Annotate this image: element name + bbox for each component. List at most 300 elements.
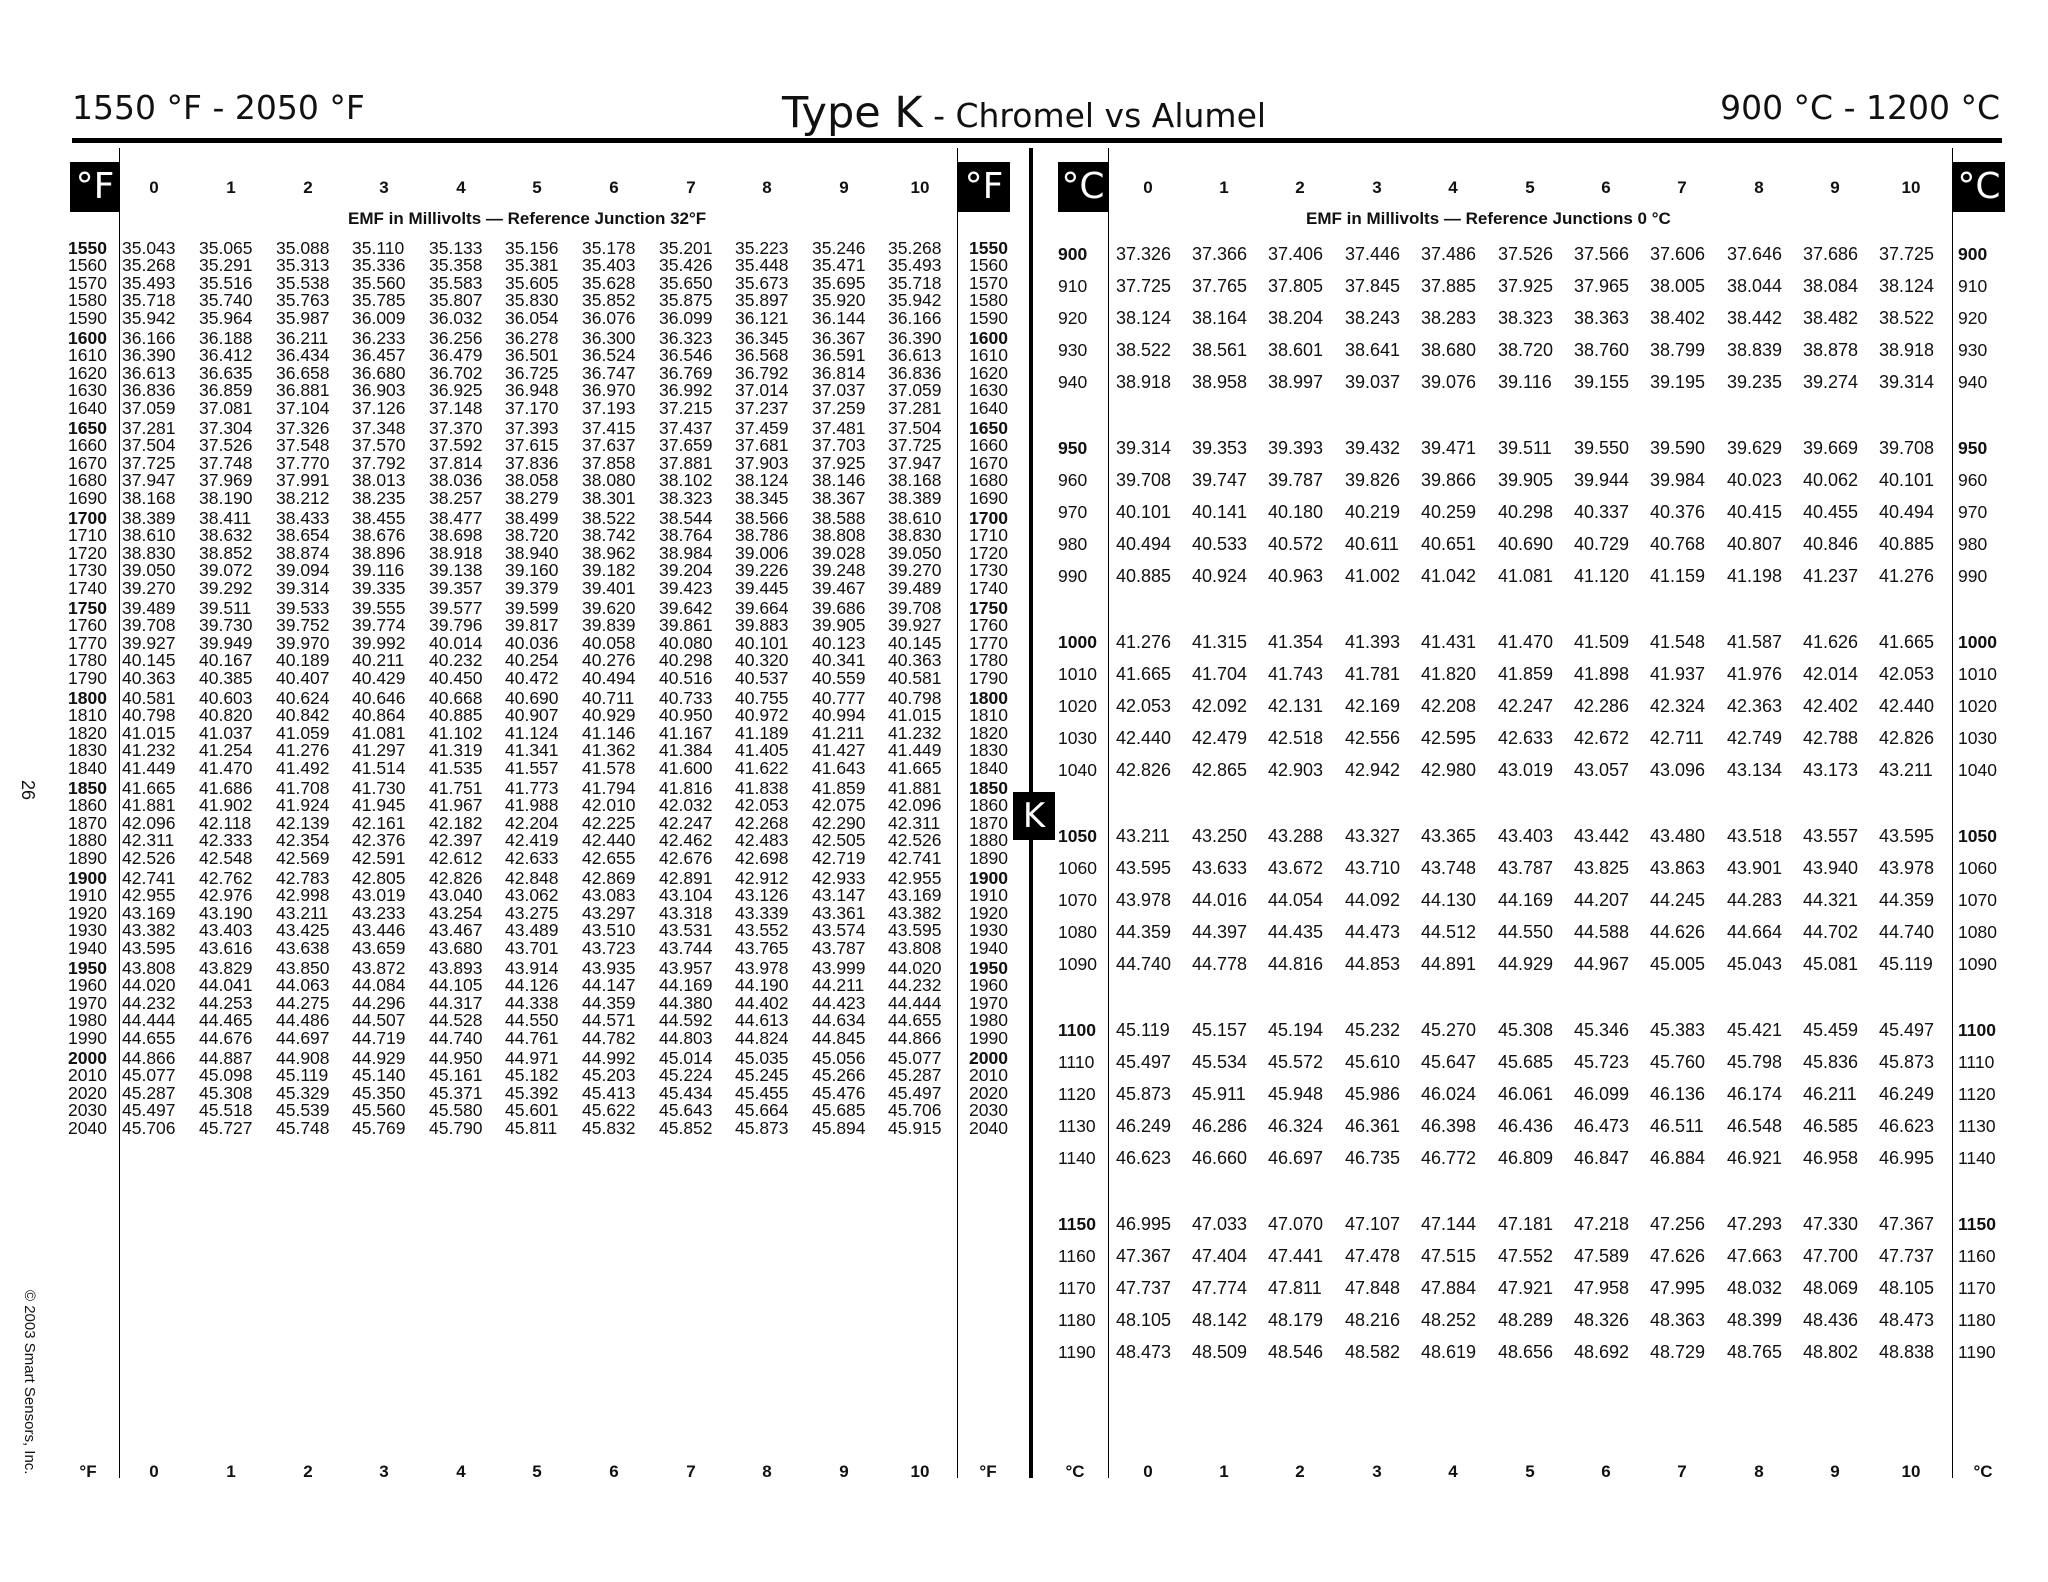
c-emf-cell: 38.482 [1803, 308, 1859, 328]
f-emf-cell: 43.275 [505, 902, 559, 923]
c-emf-cell: 41.315 [1192, 632, 1248, 652]
c-emf-cell: 40.062 [1803, 470, 1859, 490]
c-row-temp-right: 1060 [1958, 858, 1997, 878]
c-emf-cell: 45.421 [1727, 1020, 1783, 1040]
c-emf-cell: 48.399 [1727, 1310, 1783, 1330]
f-emf-cell: 35.268 [122, 255, 176, 276]
f-emf-cell: 37.148 [429, 397, 483, 418]
c-emf-cell: 41.743 [1268, 664, 1324, 684]
c-column-header: 5 [1525, 178, 1535, 197]
f-column-footer: 4 [456, 1462, 466, 1481]
f-emf-cell: 40.994 [812, 705, 866, 726]
c-emf-cell: 37.526 [1498, 244, 1554, 264]
c-row-temp-right: 930 [1958, 340, 1988, 360]
c-row-temp-right: 1110 [1958, 1052, 1995, 1072]
c-row-temp-right: 950 [1958, 438, 1988, 458]
c-emf-cell: 38.005 [1650, 276, 1706, 296]
f-column-header: 4 [456, 178, 466, 197]
f-emf-cell: 43.787 [812, 937, 866, 958]
c-emf-cell: 39.984 [1650, 470, 1706, 490]
f-emf-cell: 39.927 [888, 615, 942, 636]
c-column-header: 6 [1601, 178, 1611, 197]
c-emf-cell: 45.383 [1650, 1020, 1706, 1040]
f-row-temp-left: 1830 [68, 740, 107, 761]
f-emf-cell: 42.290 [812, 812, 866, 833]
c-emf-cell: 47.737 [1116, 1278, 1172, 1298]
f-emf-cell: 39.489 [122, 598, 176, 618]
f-row-temp-left: 1640 [68, 397, 107, 418]
c-emf-cell: 40.494 [1116, 534, 1172, 554]
c-emf-cell: 38.720 [1498, 340, 1554, 360]
f-emf-cell: 45.161 [429, 1065, 483, 1086]
f-row-temp-right: 2000 [969, 1048, 1008, 1068]
f-emf-cell: 41.362 [582, 740, 636, 761]
c-emf-cell: 45.497 [1116, 1052, 1172, 1072]
c-emf-cell: 37.686 [1803, 244, 1859, 264]
f-emf-cell: 36.836 [888, 362, 942, 383]
f-emf-cell: 45.371 [429, 1082, 483, 1103]
f-emf-cell: 37.947 [122, 470, 176, 491]
c-emf-cell: 46.024 [1421, 1084, 1477, 1104]
f-emf-cell: 41.015 [122, 722, 176, 743]
f-emf-cell: 35.043 [122, 238, 176, 258]
c-row-temp-right: 1020 [1958, 696, 1997, 716]
f-emf-cell: 37.370 [429, 418, 483, 438]
c-emf-cell: 44.169 [1498, 890, 1554, 910]
f-emf-cell: 42.440 [582, 830, 636, 851]
f-row-temp-left: 1870 [68, 812, 107, 833]
f-emf-cell: 40.320 [735, 650, 789, 671]
f-emf-cell: 45.434 [659, 1082, 713, 1103]
f-emf-cell: 39.511 [199, 598, 252, 618]
c-emf-cell: 43.787 [1498, 858, 1554, 878]
f-column-footer: 10 [910, 1462, 930, 1481]
f-emf-cell: 40.885 [429, 705, 483, 726]
f-emf-cell: 38.477 [429, 508, 483, 528]
c-emf-cell: 41.470 [1498, 632, 1554, 652]
c-emf-cell: 40.651 [1421, 534, 1477, 554]
f-emf-cell: 40.145 [888, 632, 942, 653]
c-emf-cell: 43.365 [1421, 826, 1477, 846]
c-emf-cell: 45.459 [1803, 1020, 1859, 1040]
f-emf-cell: 41.449 [122, 757, 176, 778]
c-emf-cell: 37.326 [1116, 244, 1172, 264]
f-emf-cell: 44.887 [199, 1048, 253, 1068]
f-emf-cell: 42.741 [122, 868, 176, 888]
f-row-temp-right: 2040 [969, 1117, 1008, 1138]
c-emf-cell: 47.293 [1727, 1214, 1783, 1234]
f-emf-cell: 45.622 [582, 1100, 636, 1121]
f-emf-cell: 36.903 [352, 380, 406, 401]
f-emf-cell: 45.727 [199, 1117, 253, 1138]
f-emf-cell: 44.613 [735, 1010, 789, 1031]
f-emf-cell: 39.072 [199, 560, 253, 581]
c-emf-cell: 43.825 [1574, 858, 1630, 878]
f-emf-cell: 40.450 [429, 667, 483, 688]
f-emf-cell: 43.467 [429, 920, 483, 941]
f-emf-cell: 37.681 [735, 435, 789, 456]
f-row-temp-left: 1670 [68, 452, 107, 473]
c-emf-cell: 47.367 [1879, 1214, 1935, 1234]
c-emf-cell: 46.249 [1879, 1084, 1935, 1104]
f-emf-cell: 45.455 [735, 1082, 789, 1103]
f-emf-cell: 37.991 [276, 470, 330, 491]
c-emf-cell: 44.321 [1803, 890, 1859, 910]
c-emf-cell: 42.169 [1345, 696, 1401, 716]
f-emf-cell: 36.546 [659, 345, 713, 366]
f-emf-cell: 38.742 [582, 525, 636, 546]
f-emf-cell: 44.020 [122, 975, 176, 996]
f-emf-cell: 37.126 [352, 397, 406, 418]
f-emf-cell: 37.526 [199, 435, 253, 456]
f-row-temp-right: 1850 [969, 778, 1008, 798]
f-emf-cell: 41.081 [352, 722, 406, 743]
f-emf-cell: 41.449 [888, 740, 942, 761]
c-emf-cell: 38.204 [1268, 308, 1324, 328]
f-emf-cell: 44.550 [505, 1010, 559, 1031]
f-emf-cell: 41.341 [505, 740, 559, 761]
f-row-temp-left: 1930 [68, 920, 107, 941]
f-emf-cell: 36.457 [352, 345, 406, 366]
f-emf-cell: 42.762 [199, 868, 253, 888]
f-row-temp-right: 1790 [969, 667, 1008, 688]
c-row-temp-left: 930 [1058, 340, 1088, 360]
c-emf-cell: 41.120 [1574, 566, 1630, 586]
f-emf-cell: 43.147 [812, 885, 866, 906]
f-row-temp-right: 1870 [969, 812, 1008, 833]
f-emf-cell: 35.875 [659, 290, 713, 311]
c-emf-cell: 48.656 [1498, 1342, 1554, 1362]
c-emf-cell: 44.778 [1192, 954, 1248, 974]
f-emf-cell: 45.413 [582, 1082, 636, 1103]
c-emf-cell: 43.748 [1421, 858, 1477, 878]
f-emf-cell: 41.059 [276, 722, 330, 743]
c-row-temp-left: 1070 [1058, 890, 1097, 910]
f-row-temp-right: 1810 [969, 705, 1008, 726]
f-row-temp-left: 1560 [68, 255, 107, 276]
c-emf-cell: 48.252 [1421, 1310, 1477, 1330]
f-emf-cell: 38.080 [582, 470, 636, 491]
f-emf-cell: 42.333 [199, 830, 253, 851]
c-emf-cell: 39.866 [1421, 470, 1477, 490]
f-row-temp-right: 1690 [969, 487, 1008, 508]
f-emf-cell: 43.935 [582, 958, 636, 978]
c-emf-cell: 45.081 [1803, 954, 1859, 974]
f-emf-cell: 45.915 [888, 1117, 942, 1138]
f-emf-cell: 38.257 [429, 487, 483, 508]
f-emf-cell: 36.501 [505, 345, 559, 366]
f-column-header: 5 [532, 178, 542, 197]
f-emf-cell: 40.733 [659, 688, 713, 708]
f-row-temp-right: 1940 [969, 937, 1008, 958]
c-emf-cell: 48.363 [1650, 1310, 1706, 1330]
f-emf-cell: 44.296 [352, 992, 406, 1013]
f-emf-cell: 35.538 [276, 272, 330, 293]
f-emf-cell: 37.481 [812, 418, 866, 438]
f-column-footer: 8 [762, 1462, 772, 1481]
c-emf-cell: 47.552 [1498, 1246, 1554, 1266]
f-emf-cell: 39.817 [505, 615, 559, 636]
c-emf-cell: 44.588 [1574, 922, 1630, 942]
c-column-header: 7 [1677, 178, 1687, 197]
f-emf-cell: 37.281 [122, 418, 176, 438]
f-emf-cell: 39.949 [199, 632, 253, 653]
c-emf-cell: 48.619 [1421, 1342, 1477, 1362]
f-emf-cell: 42.010 [582, 795, 636, 816]
f-emf-cell: 42.998 [276, 885, 330, 906]
f-emf-cell: 44.655 [122, 1027, 176, 1048]
f-emf-cell: 41.492 [276, 757, 330, 778]
f-emf-cell: 40.690 [505, 688, 559, 708]
f-emf-cell: 41.686 [199, 778, 253, 798]
f-emf-cell: 35.628 [582, 272, 636, 293]
c-row-temp-left: 980 [1058, 534, 1088, 554]
f-emf-cell: 35.920 [812, 290, 866, 311]
c-emf-cell: 44.283 [1727, 890, 1783, 910]
c-column-footer: 5 [1525, 1462, 1535, 1481]
f-emf-cell: 41.881 [888, 778, 942, 798]
f-emf-cell: 38.896 [352, 542, 406, 563]
c-emf-cell: 42.014 [1803, 664, 1859, 684]
f-emf-cell: 44.253 [199, 992, 253, 1013]
f-emf-cell: 43.318 [659, 902, 713, 923]
c-emf-cell: 47.441 [1268, 1246, 1324, 1266]
f-footer-unit-left: °F [79, 1462, 97, 1481]
f-emf-cell: 37.081 [199, 397, 253, 418]
f-emf-cell: 42.354 [276, 830, 330, 851]
c-row-temp-left: 1050 [1058, 826, 1097, 846]
f-emf-cell: 37.858 [582, 452, 636, 473]
f-emf-cell: 44.761 [505, 1027, 559, 1048]
f-emf-cell: 43.425 [276, 920, 330, 941]
f-emf-cell: 36.613 [888, 345, 942, 366]
f-emf-cell: 44.317 [429, 992, 483, 1013]
f-row-temp-left: 2040 [68, 1117, 107, 1138]
f-row-temp-left: 1900 [68, 868, 107, 888]
f-row-temp-left: 1950 [68, 958, 107, 978]
f-emf-cell: 35.718 [122, 290, 176, 311]
c-emf-cell: 44.207 [1574, 890, 1630, 910]
f-emf-cell: 35.852 [582, 290, 636, 311]
f-emf-cell: 39.401 [582, 577, 636, 598]
f-row-temp-right: 1630 [969, 380, 1008, 401]
c-emf-cell: 45.873 [1879, 1052, 1935, 1072]
c-emf-cell: 48.142 [1192, 1310, 1248, 1330]
f-emf-cell: 43.254 [429, 902, 483, 923]
c-emf-cell: 39.944 [1574, 470, 1630, 490]
f-emf-cell: 42.075 [812, 795, 866, 816]
c-emf-cell: 48.216 [1345, 1310, 1401, 1330]
f-emf-cell: 38.212 [276, 487, 330, 508]
f-emf-cell: 38.301 [582, 487, 636, 508]
f-emf-cell: 36.970 [582, 380, 636, 401]
c-emf-cell: 40.768 [1650, 534, 1706, 554]
f-emf-cell: 42.698 [735, 847, 789, 868]
c-emf-cell: 45.043 [1727, 954, 1783, 974]
c-emf-cell: 37.406 [1268, 244, 1324, 264]
f-row-temp-right: 1980 [969, 1010, 1008, 1031]
f-emf-cell: 35.336 [352, 255, 406, 276]
f-emf-cell: 38.544 [659, 508, 713, 528]
c-emf-cell: 42.363 [1727, 696, 1783, 716]
f-emf-cell: 45.329 [276, 1082, 330, 1103]
c-column-footer: 6 [1601, 1462, 1611, 1481]
f-row-temp-right: 1600 [969, 328, 1008, 348]
c-emf-cell: 46.398 [1421, 1116, 1477, 1136]
f-row-temp-right: 1610 [969, 345, 1008, 366]
c-right-rule [1952, 148, 1953, 1478]
f-emf-cell: 42.118 [199, 812, 252, 833]
f-emf-cell: 40.864 [352, 705, 406, 726]
f-emf-cell: 41.232 [122, 740, 176, 761]
c-emf-cell: 41.042 [1421, 566, 1477, 586]
c-emf-cell: 41.237 [1803, 566, 1859, 586]
f-emf-cell: 45.119 [276, 1065, 329, 1086]
c-emf-cell: 38.997 [1268, 372, 1324, 392]
f-emf-cell: 37.059 [888, 380, 942, 401]
f-emf-cell: 41.967 [429, 795, 483, 816]
f-emf-title: EMF in Millivolts — Reference Junction 32°F [348, 209, 707, 228]
c-emf-cell: 47.958 [1574, 1278, 1630, 1298]
f-emf-cell: 45.035 [735, 1048, 789, 1068]
f-emf-cell: 38.036 [429, 470, 483, 491]
f-emf-cell: 42.955 [122, 885, 176, 906]
f-emf-cell: 45.476 [812, 1082, 866, 1103]
c-emf-cell: 38.839 [1727, 340, 1783, 360]
c-emf-cell: 41.704 [1192, 664, 1248, 684]
f-emf-cell: 43.808 [122, 958, 176, 978]
f-emf-cell: 38.433 [276, 508, 330, 528]
c-emf-cell: 45.836 [1803, 1052, 1859, 1072]
c-emf-cell: 43.710 [1345, 858, 1401, 878]
c-emf-cell: 40.180 [1268, 502, 1324, 522]
f-emf-cell: 37.748 [199, 452, 253, 473]
f-emf-cell: 35.605 [505, 272, 559, 293]
f-row-temp-right: 1680 [969, 470, 1008, 491]
c-column-footer: 9 [1830, 1462, 1840, 1481]
f-emf-cell: 43.914 [505, 958, 559, 978]
header-left: 1550 °F - 2050 °F [72, 88, 365, 127]
f-emf-cell: 42.376 [352, 830, 406, 851]
c-emf-cell: 46.921 [1727, 1148, 1783, 1168]
f-column-header: 9 [839, 178, 849, 197]
f-column-header: 2 [303, 178, 313, 197]
f-emf-cell: 36.054 [505, 307, 559, 328]
f-emf-cell: 40.058 [582, 632, 636, 653]
f-column-footer: 7 [686, 1462, 696, 1481]
f-emf-cell: 45.894 [812, 1117, 866, 1138]
c-emf-cell: 38.164 [1192, 308, 1248, 328]
f-emf-cell: 42.955 [888, 868, 942, 888]
c-emf-cell: 44.853 [1345, 954, 1401, 974]
f-row-temp-left: 1850 [68, 778, 107, 798]
f-emf-cell: 35.807 [429, 290, 483, 311]
c-emf-cell: 43.595 [1879, 826, 1935, 846]
c-emf-cell: 40.963 [1268, 566, 1324, 586]
f-emf-cell: 35.268 [888, 238, 942, 258]
c-emf-cell: 43.173 [1803, 760, 1859, 780]
c-emf-cell: 40.376 [1650, 502, 1706, 522]
f-emf-cell: 36.211 [276, 328, 329, 348]
c-emf-cell: 39.353 [1192, 438, 1248, 458]
c-emf-cell: 42.826 [1879, 728, 1935, 748]
f-emf-cell: 41.988 [505, 795, 559, 816]
f-emf-cell: 36.859 [199, 380, 253, 401]
f-emf-cell: 44.803 [659, 1027, 713, 1048]
f-emf-cell: 43.062 [505, 885, 559, 906]
f-row-temp-right: 1990 [969, 1027, 1008, 1048]
c-emf-cell: 42.633 [1498, 728, 1554, 748]
header-rule [72, 138, 2002, 143]
c-emf-cell: 41.159 [1650, 566, 1706, 586]
f-emf-cell: 38.345 [735, 487, 789, 508]
c-row-temp-left: 1140 [1058, 1148, 1096, 1168]
c-emf-cell: 46.099 [1574, 1084, 1630, 1104]
c-emf-cell: 46.958 [1803, 1148, 1859, 1168]
f-emf-cell: 42.139 [276, 812, 330, 833]
f-emf-cell: 44.992 [582, 1048, 636, 1068]
f-emf-cell: 36.747 [582, 362, 636, 383]
f-emf-cell: 41.102 [429, 722, 483, 743]
f-emf-cell: 43.126 [735, 885, 789, 906]
f-emf-cell: 39.577 [429, 598, 483, 618]
c-emf-cell: 43.442 [1574, 826, 1630, 846]
f-emf-cell: 45.350 [352, 1082, 406, 1103]
c-row-temp-right: 1080 [1958, 922, 1997, 942]
c-emf-cell: 41.548 [1650, 632, 1706, 652]
f-emf-cell: 43.489 [505, 920, 559, 941]
f-emf-cell: 36.591 [812, 345, 866, 366]
f-emf-cell: 37.037 [812, 380, 866, 401]
f-emf-cell: 40.624 [276, 688, 330, 708]
f-emf-cell: 40.798 [888, 688, 942, 708]
c-emf-cell: 43.288 [1268, 826, 1324, 846]
f-emf-cell: 42.933 [812, 868, 866, 888]
f-row-temp-left: 1660 [68, 435, 107, 456]
c-emf-cell: 45.873 [1116, 1084, 1172, 1104]
c-column-footer: 1 [1219, 1462, 1229, 1481]
c-emf-cell: 47.218 [1574, 1214, 1630, 1234]
f-row-temp-right: 1820 [969, 722, 1008, 743]
c-emf-cell: 42.053 [1879, 664, 1935, 684]
f-emf-cell: 36.121 [735, 307, 789, 328]
c-emf-cell: 39.155 [1574, 372, 1630, 392]
c-emf-cell: 41.393 [1345, 632, 1401, 652]
c-emf-cell: 42.131 [1268, 696, 1324, 716]
f-emf-cell: 41.945 [352, 795, 406, 816]
f-emf-cell: 39.599 [505, 598, 559, 618]
f-emf-cell: 45.685 [812, 1100, 866, 1121]
f-emf-cell: 37.792 [352, 452, 406, 473]
c-emf-cell: 37.965 [1574, 276, 1630, 296]
f-row-temp-left: 1920 [68, 902, 107, 923]
f-emf-cell: 43.765 [735, 937, 789, 958]
c-row-temp-left: 920 [1058, 308, 1088, 328]
f-emf-cell: 40.581 [122, 688, 176, 708]
f-emf-cell: 41.297 [352, 740, 406, 761]
f-emf-cell: 45.769 [352, 1117, 406, 1138]
f-emf-cell: 45.560 [352, 1100, 406, 1121]
title-subtitle: - Chromel vs Alumel [922, 96, 1267, 135]
f-emf-cell: 38.146 [812, 470, 866, 491]
f-emf-cell: 42.633 [505, 847, 559, 868]
c-emf-cell: 42.402 [1803, 696, 1859, 716]
f-emf-cell: 42.268 [735, 812, 789, 833]
f-emf-cell: 43.638 [276, 937, 330, 958]
f-emf-cell: 42.483 [735, 830, 789, 851]
c-emf-cell: 37.725 [1879, 244, 1935, 264]
f-emf-cell: 37.836 [505, 452, 559, 473]
